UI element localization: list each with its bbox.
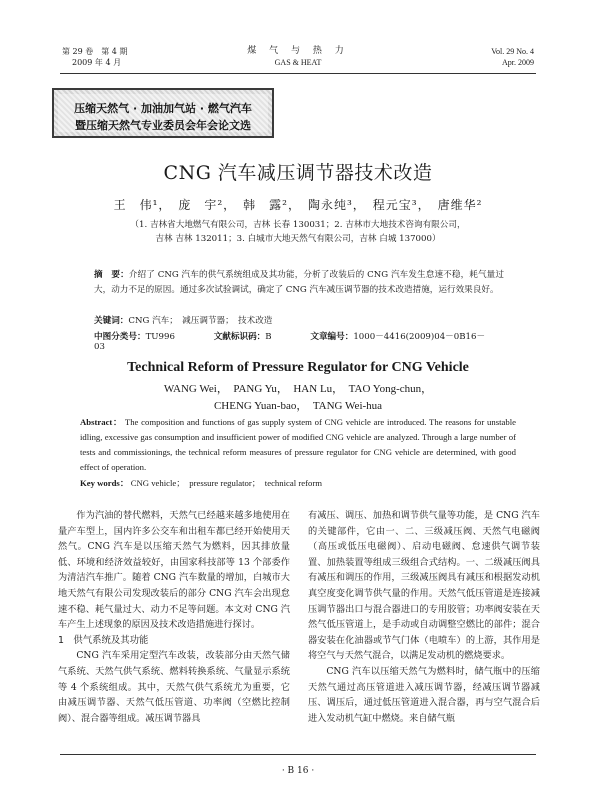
keywords-zh	[94, 314, 504, 326]
gas-flow-paragraph: CNG 汽车以压缩天然气为燃料时，储气瓶中的压缩天然气通过高压管道进入减压调节器，经减压调节器减压、调压后，通过低压管道进入混合器，再与空气混合后进入发动机气缸中燃烧。来自储气瓶	[308, 665, 540, 724]
keywords-en-label: Key words：	[80, 478, 129, 488]
date-zh: 2009 年 4 月	[72, 58, 122, 67]
author-en-line-2: CHENG Yuan-bao， TANG Wei-hua	[213, 400, 383, 412]
article-no-label: 文章编号：	[310, 332, 354, 342]
author-list-en	[0, 381, 596, 415]
affiliation-line-2: 吉林 吉林 132011；3. 白城市大地天然气有限公司，吉林 白城 137000）	[155, 234, 441, 244]
paper-title: CNG 汽车减压调节器技术改造	[163, 162, 433, 184]
banner-line-2: 暨压缩天然气专业委员会年会论文选	[75, 119, 251, 132]
section-banner	[52, 88, 274, 138]
date-en: Apr. 2009	[502, 58, 534, 67]
section-1-paragraph: CNG 汽车采用定型汽车改装，改装部分由天然气储气系统、天然气供气系统、燃料转换系统、气量显示系统等 4 个系统组成。其中，天然气供气系统尤为重要，它由减压调节器、天然气低压管道、功率阀（空燃比控制阀）、混合器等组成。减压调节器具	[58, 650, 290, 724]
doc-code-group	[214, 332, 290, 342]
affiliations	[110, 218, 486, 246]
keywords-en-text: CNG vehicle； pressure regulator； technical reform	[130, 478, 322, 488]
body-column-left	[58, 508, 290, 726]
author-list: 王 伟¹， 庞 宇²， 韩 露²， 陶永纯³， 程元宝³， 唐维华²	[113, 198, 483, 212]
abstract-en-label: Abstract：	[80, 417, 123, 427]
banner-line-1: 压缩天然气 · 加油加气站 · 燃气汽车	[74, 102, 252, 115]
running-header-center	[200, 46, 396, 68]
volume-issue-zh: 第 29 卷 第 4 期	[62, 47, 128, 56]
doc-code-label: 文献标识码：	[213, 332, 266, 342]
affiliation-line-1: （1. 吉林省大地燃气有限公司，吉林 长春 130031；2. 吉林市大地技术咨询有限公司，	[130, 220, 466, 230]
classification-line	[94, 330, 524, 352]
intro-paragraph: 作为汽油的替代燃料，天然气已经越来越多地使用在量产车型上，国内许多公交车和出租车都已经开始使用天然气。CNG 汽车是以压缩天然气为燃料，因其排放量低、环境和经济效益较好，由国家科技部等 13 个部委作为清洁汽车推广。随着 CNG 汽车数量的增加，白城市大地天然气有限公司发现改装后的部分 CNG 汽车会出现怠速不稳、耗气量过大、动力不足等问题。本文对 CNG 汽车产生上述现象的原因及技术改造措施进行探讨。	[58, 510, 290, 631]
article-no-value: 1000－4416(2009)04－0B16－03	[94, 332, 486, 352]
abstract-en	[80, 415, 516, 475]
abstract-zh-text: 介绍了 CNG 汽车的供气系统组成及其功能，分析了改装后的 CNG 汽车发生怠速不稳，耗气量过大，动力不足的原因。通过多次试验调试，确定了 CNG 汽车减压调节器的技术改造措施，运行效果良好。	[94, 270, 504, 295]
journal-name-zh: 煤 气 与 热 力	[247, 46, 349, 56]
header-rule	[60, 73, 536, 74]
author-en-line-1: WANG Wei， PANG Yu， HAN Lu， TAO Yong-chun，	[163, 383, 433, 395]
keywords-en	[80, 477, 516, 489]
body-column-right	[308, 508, 540, 726]
running-header-left	[62, 46, 202, 68]
section-1-heading: 1 供气系统及其功能	[58, 634, 149, 646]
clc-value: TU996	[145, 332, 175, 342]
continued-paragraph: 有减压、调压、加热和调节供气量等功能，是 CNG 汽车的关键部件，它由一、二、三级减压阀、天然气电磁阀（高压或低压电磁阀）、启动电磁阀、怠速供气调节装置、加热装置等组成三级组合式结构。一、二级减压阀具有减压和调压的作用，三级减压阀具有减压和根据发动机真空度变化调节供气量的作用。天然气低压管道是连接减压调节器出口与混合器进口的专用胶管；功率阀安装在天然气低压管道上，是手动或自动调整空燃比的部件；混合器安装在化油器或节气门体（电喷车）的上游，其作用是将空气与天然气混合，以满足发动机的燃烧要求。	[308, 510, 540, 662]
abstract-zh	[94, 268, 504, 297]
doc-code-value: B	[265, 332, 272, 342]
keywords-zh-text: CNG 汽车； 减压调节器； 技术改造	[128, 316, 273, 326]
abstract-zh-label: 摘 要：	[94, 270, 129, 280]
clc-group	[94, 332, 193, 342]
banner-inner	[58, 94, 268, 132]
running-header-right	[394, 46, 534, 68]
volume-issue-en: Vol. 29 No. 4	[491, 47, 534, 56]
abstract-en-text: The composition and functions of gas supply system of CNG vehicle are introduced. The reasons for unstable idling, excessive gas consumption and insufficient power of modified CNG vehicle are analyzed. Through a large number of tests and commissionings, the technical reform measures of pressure regulator for CNG vehicle are determined, with good effect of operation.	[80, 417, 517, 472]
paper-title-en: Technical Reform of Pressure Regulator for CNG Vehicle	[127, 360, 469, 375]
keywords-zh-label: 关键词：	[94, 316, 129, 326]
footer-rule	[60, 754, 536, 755]
page-number: · B 16 ·	[281, 766, 315, 776]
journal-name-en: GAS & HEAT	[274, 58, 322, 67]
clc-label: 中图分类号：	[94, 332, 146, 342]
